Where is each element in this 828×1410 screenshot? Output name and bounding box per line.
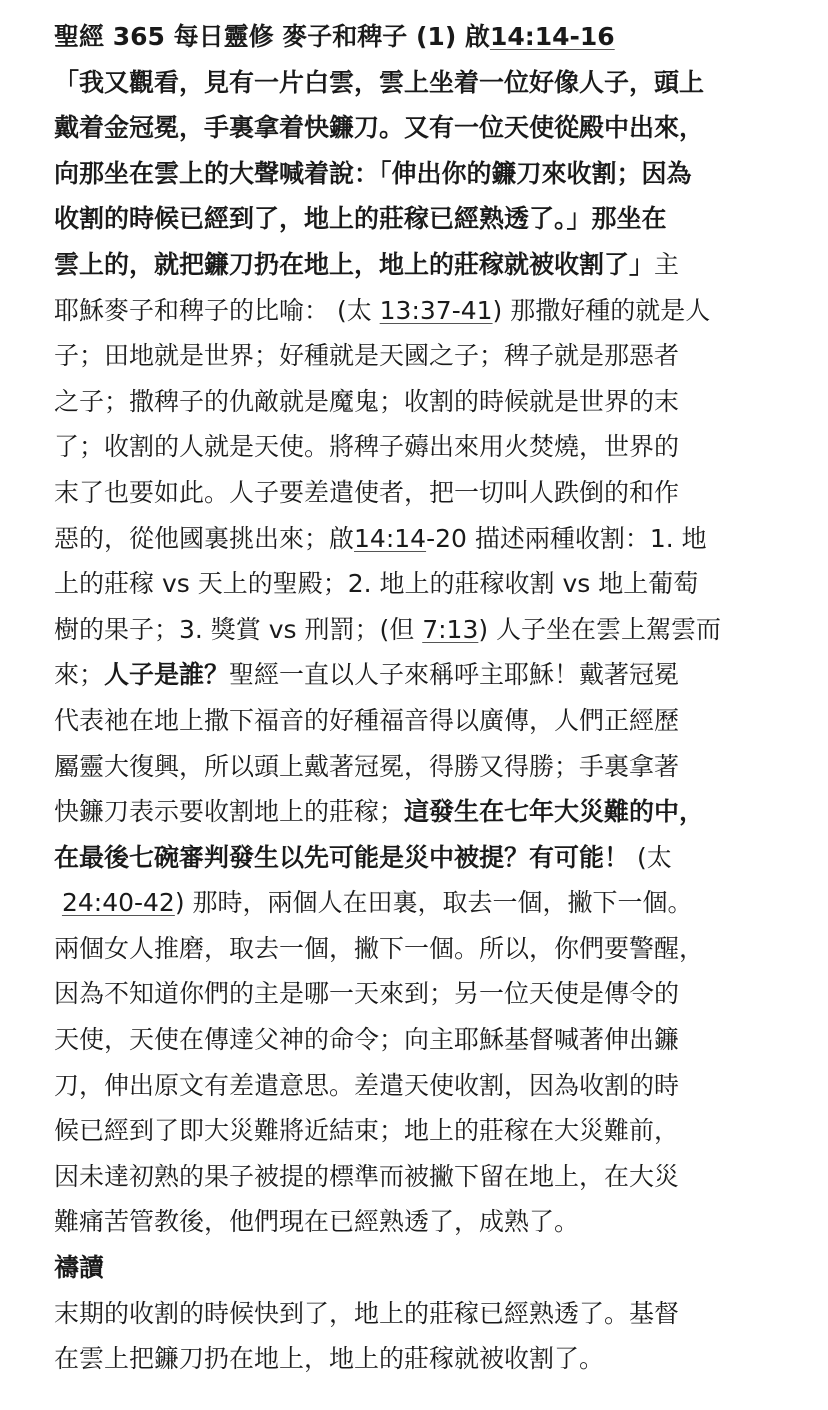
body-text: 難痛苦管教後，他們現在已經熟透了，成熟了。 bbox=[54, 1207, 580, 1237]
emphasis-text: 這發生在七年大災難的中， bbox=[404, 797, 705, 827]
devotional-document bbox=[54, 14, 784, 1382]
scripture-reference-link[interactable]: 14:14 bbox=[354, 523, 427, 553]
text-line bbox=[54, 607, 784, 653]
text-line bbox=[54, 516, 784, 562]
text-line bbox=[54, 971, 784, 1017]
body-text: 在雲上把鐮刀扔在地上，地上的莊稼就被收割了。 bbox=[54, 1344, 605, 1374]
body-text bbox=[54, 888, 62, 917]
body-text: 耶穌麥子和稗子的比喻： (太 bbox=[54, 295, 380, 325]
text-line bbox=[54, 288, 784, 334]
body-text: 了；收割的人就是天使。將稗子薅出來用火焚燒，世界的 bbox=[54, 432, 680, 462]
body-text: 末期的收割的時候快到了，地上的莊稼已經熟透了。基督 bbox=[54, 1298, 680, 1328]
text-line bbox=[54, 744, 784, 790]
body-text: 候已經到了即大災難將近結束；地上的莊稼在大災難前， bbox=[54, 1116, 680, 1146]
body-text: 聖經一直以人子來稱呼主耶穌！戴著冠冕 bbox=[229, 660, 680, 690]
text-line bbox=[54, 1154, 784, 1200]
quoted-scripture-text: 「我又觀看，見有一片白雲，雲上坐着一位好像人子，頭上 bbox=[54, 67, 705, 97]
text-line bbox=[54, 835, 784, 881]
body-text: ) 那撒好種的就是人 bbox=[492, 295, 711, 325]
text-line bbox=[54, 60, 784, 106]
text-line bbox=[54, 880, 784, 926]
title-text: 聖經 365 每日靈修 麥子和稗子 (1) 啟 bbox=[54, 22, 490, 51]
body-text: 樹的果子；3. 獎賞 vs 刑罰；(但 bbox=[54, 614, 423, 644]
text-line bbox=[54, 1108, 784, 1154]
text-line bbox=[54, 652, 784, 698]
emphasis-text: 在最後七碗審判發生以先可能是災中被提？有可能！ bbox=[54, 842, 630, 872]
body-text: 主 bbox=[654, 249, 680, 279]
text-line bbox=[54, 926, 784, 972]
body-text: ) 人子坐在雲上駕雲而 bbox=[478, 614, 722, 644]
text-line bbox=[54, 333, 784, 379]
text-line bbox=[54, 1199, 784, 1245]
quoted-scripture-text: 收割的時候已經到了，地上的莊稼已經熟透了。」那坐在 bbox=[54, 204, 667, 234]
scripture-reference-link[interactable]: 14:14-16 bbox=[489, 22, 615, 51]
scripture-reference-link[interactable]: 7:13 bbox=[422, 614, 479, 644]
body-text: -20 描述兩種收割：1. 地 bbox=[426, 523, 707, 553]
text-line bbox=[54, 561, 784, 607]
quoted-scripture-text: 戴着金冠冕，手裏拿着快鐮刀。又有一位天使從殿中出來， bbox=[54, 113, 705, 143]
body-text: 兩個女人推磨，取去一個，撇下一個。所以，你們要警醒， bbox=[54, 933, 705, 963]
body-text: 天使，天使在傳達父神的命令；向主耶穌基督喊著伸出鐮 bbox=[54, 1025, 680, 1055]
body-text: 屬靈大復興，所以頭上戴著冠冕，得勝又得勝；手裏拿著 bbox=[54, 751, 680, 781]
body-text: 之子；撒稗子的仇敵就是魔鬼；收割的時候就是世界的末 bbox=[54, 386, 680, 416]
text-line bbox=[54, 789, 784, 835]
body-text: 因為不知道你們的主是哪一天來到；另一位天使是傳令的 bbox=[54, 979, 680, 1009]
text-line bbox=[54, 470, 784, 516]
text-line bbox=[54, 151, 784, 197]
text-line bbox=[54, 698, 784, 744]
quoted-scripture-text: 雲上的，就把鐮刀扔在地上，地上的莊稼就被收割了」 bbox=[54, 249, 655, 279]
body-text: 快鐮刀表示要收割地上的莊稼； bbox=[54, 797, 405, 827]
document-title bbox=[54, 14, 784, 60]
body-text: 因未達初熟的果子被提的標準而被撇下留在地上，在大災 bbox=[54, 1161, 680, 1191]
text-line bbox=[54, 424, 784, 470]
text-line bbox=[54, 242, 784, 288]
scripture-reference-link[interactable]: 13:37-41 bbox=[379, 295, 493, 325]
body-text: 來； bbox=[54, 660, 105, 690]
scripture-reference-link[interactable]: 24:40-42 bbox=[61, 888, 175, 918]
emphasis-text: 人子是誰？ bbox=[104, 660, 230, 690]
heading-text: 禱讀 bbox=[54, 1253, 105, 1283]
body-text: (太 bbox=[629, 842, 672, 872]
body-text: 上的莊稼 vs 天上的聖殿；2. 地上的莊稼收割 vs 地上葡萄 bbox=[54, 569, 699, 599]
body-text: ) 那時，兩個人在田裏，取去一個，撇下一個。 bbox=[174, 888, 693, 918]
prayer-heading bbox=[54, 1245, 784, 1291]
quoted-scripture-text: 向那坐在雲上的大聲喊着說：「伸出你的鐮刀來收割；因為 bbox=[54, 158, 692, 188]
body-text: 代表祂在地上撒下福音的好種福音得以廣傳，人們正經歷 bbox=[54, 705, 680, 735]
body-text: 子；田地就是世界；好種就是天國之子；稗子就是那惡者 bbox=[54, 341, 680, 371]
text-line bbox=[54, 1017, 784, 1063]
text-line bbox=[54, 379, 784, 425]
body-text: 惡的，從他國裏挑出來；啟 bbox=[54, 523, 355, 553]
body-text: 末了也要如此。人子要差遣使者，把一切叫人跌倒的和作 bbox=[54, 477, 680, 507]
text-line bbox=[54, 105, 784, 151]
text-line bbox=[54, 1063, 784, 1109]
text-line bbox=[54, 196, 784, 242]
body-text: 刀，伸出原文有差遣意思。差遣天使收割，因為收割的時 bbox=[54, 1070, 680, 1100]
text-line bbox=[54, 1291, 784, 1337]
text-line bbox=[54, 1336, 784, 1382]
